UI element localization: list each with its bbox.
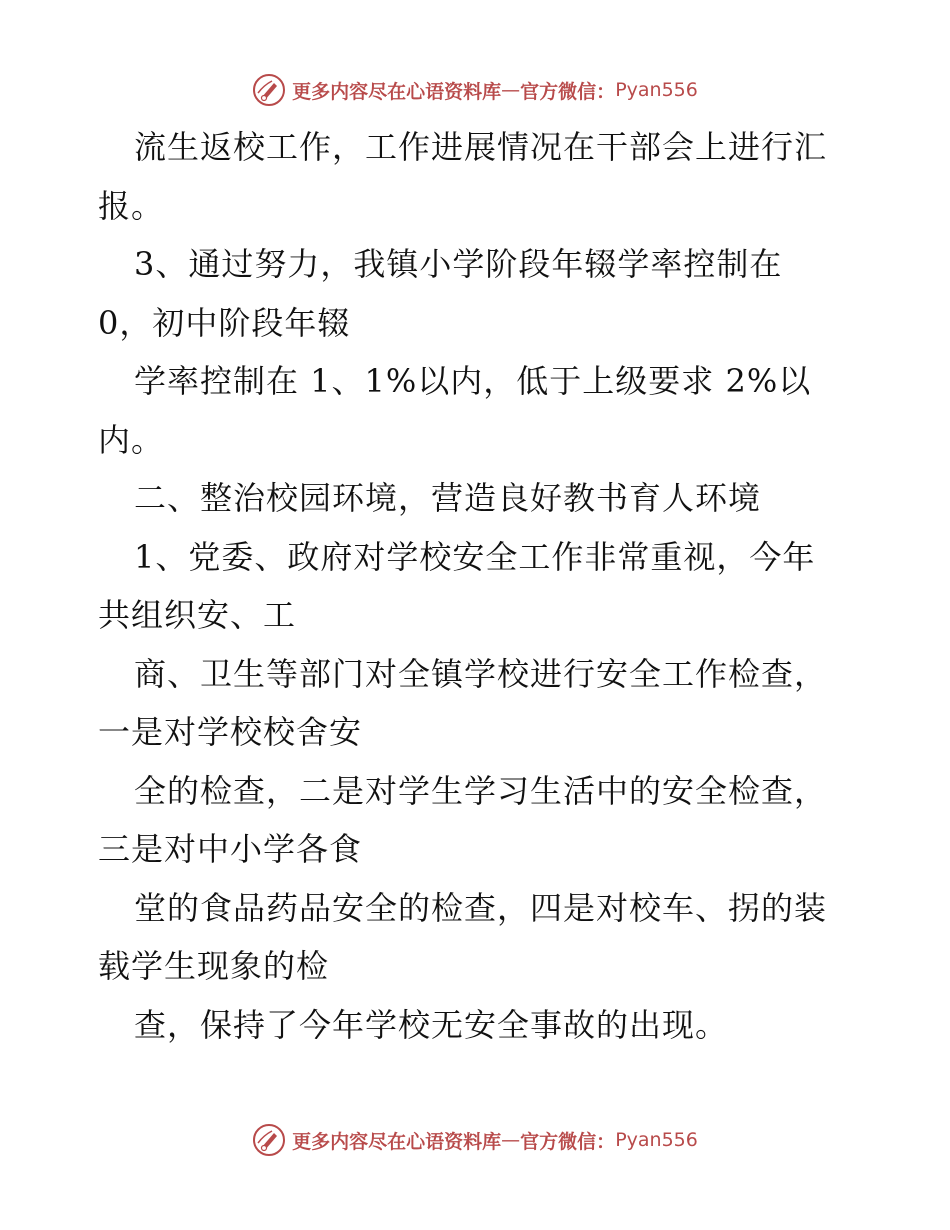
- banner-text: 更多内容尽在心语资料库: [292, 1130, 502, 1153]
- section-heading: 二、整治校园环境，营造良好教书育人环境: [134, 479, 762, 517]
- text-line: 学率控制在 1、1%以内，低于上级要求 2%以: [134, 362, 812, 400]
- text-line: 一是对学校校舍安: [98, 713, 363, 751]
- banner-wechat-label: 官方微信：: [520, 80, 616, 103]
- text-line: 共组织安、工: [98, 596, 297, 634]
- text-line: 3、通过努力，我镇小学阶段年辍学率控制在: [134, 245, 783, 283]
- pen-nib-logo-icon: [252, 73, 286, 107]
- text-line: 全的检查，二是对学生学习生活中的安全检查，: [134, 771, 828, 810]
- banner-wechat-id: Pyan556: [615, 1129, 698, 1151]
- text-line: 流生返校工作，工作进展情况在干部会上进行汇: [134, 128, 828, 166]
- header-watermark-banner: [0, 70, 950, 110]
- text-line: 1、党委、政府对学校安全工作非常重视，今年: [134, 537, 816, 576]
- document-body: [98, 118, 858, 1054]
- banner-wechat-id: Pyan556: [615, 79, 698, 101]
- text-line: 报。: [98, 186, 165, 225]
- banner-wechat-label: 官方微信：: [520, 1130, 616, 1153]
- banner-separator: —: [501, 79, 521, 101]
- text-line: 内。: [98, 420, 165, 459]
- text-line: 商、卫生等部门对全镇学校进行安全工作检查，: [134, 654, 828, 693]
- footer-watermark-banner: [0, 1120, 950, 1160]
- text-line: 0，初中阶段年辍: [98, 303, 351, 342]
- text-line: 三是对中小学各食: [98, 830, 363, 868]
- banner-text: 更多内容尽在心语资料库: [292, 80, 502, 103]
- pen-nib-logo-icon: [252, 1123, 286, 1157]
- banner-separator: —: [501, 1129, 521, 1151]
- text-line: 堂的食品药品安全的检查，四是对校车、拐的装: [134, 888, 828, 927]
- text-line: 查，保持了今年学校无安全事故的出现。: [134, 1005, 729, 1044]
- text-line: 载学生现象的检: [98, 947, 330, 985]
